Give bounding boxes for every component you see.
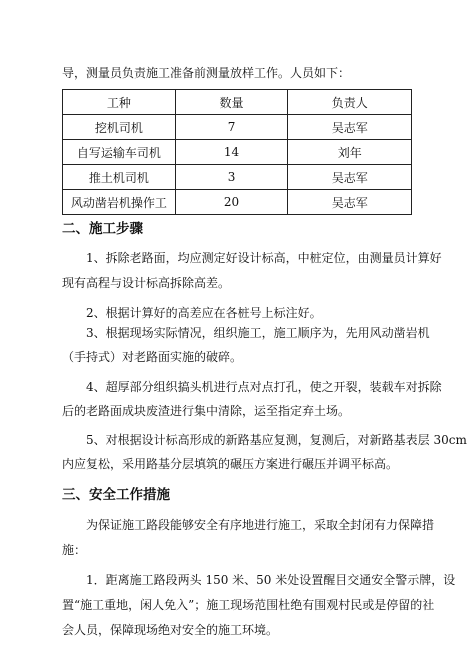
table-cell: 7 [175,115,288,140]
paragraph-line: 1．距离施工路段两头 150 米、50 米处设置醒目交通安全警示牌，设 [86,573,456,587]
table-cell: 吴志军 [288,190,412,215]
paragraph-line: 后的老路面成块废渣进行集中清除，运至指定弃土场。 [62,404,351,418]
table-header-cell: 数量 [175,90,288,115]
paragraph-line: 现有高程与设计标高拆除高差。 [62,276,231,290]
paragraph-line: 置“施工重地，闲人免入”；施工现场范围杜绝有围观村民或是停留的社 [62,598,435,612]
table-header-cell: 工种 [63,90,176,115]
paragraph-line: 5、对根据设计标高形成的新路基应复测，复测后，对新路基表层 30cm [86,433,467,447]
table-header-row [63,90,412,115]
table-cell: 3 [175,165,288,190]
paragraph-line: 3、根据现场实际情况，组织施工，施工顺序为，先用风动凿岩机 [86,326,430,340]
paragraph-line: 会人员，保障现场绝对安全的施工环境。 [62,623,279,637]
paragraph-line: （手持式）对老路面实施的破碎。 [62,350,243,364]
section-heading: 二、施工步骤 [62,221,143,237]
paragraph-line: 施： [62,543,87,557]
paragraph-line: 4、超厚部分组织搞头机进行点对点打孔，使之开裂，装载车对拆除 [86,380,442,394]
paragraph-line: 内应复松，采用路基分层填筑的碾压方案进行碾压并调平标高。 [62,457,399,471]
section-heading: 三、安全工作措施 [62,487,170,503]
paragraph-line: 1、拆除老路面，均应测定好设计标高，中桩定位，由测量员计算好 [86,251,442,265]
table-cell: 风动凿岩机操作工 [63,190,176,215]
table-cell: 14 [175,140,288,165]
table-cell: 挖机司机 [63,115,176,140]
table-cell: 吴志军 [288,115,412,140]
paragraph-line: 为保证施工路段能够安全有序地进行施工，采取全封闭有力保障措 [86,518,435,532]
table-header-cell: 负责人 [288,90,412,115]
table-cell: 刘年 [288,140,412,165]
table-cell: 20 [175,190,288,215]
table-cell: 吴志军 [288,165,412,190]
staff-table [62,89,412,215]
intro-line: 导，测量员负责施工准备前测量放样工作。人员如下： [62,66,351,80]
table-row [63,165,412,190]
table-row [63,115,412,140]
paragraph-line: 2、根据计算好的高差应在各桩号上标注好。 [86,306,322,320]
table-row [63,140,412,165]
table-row [63,190,412,215]
table-cell: 自写运输车司机 [63,140,176,165]
table-cell: 推土机司机 [63,165,176,190]
